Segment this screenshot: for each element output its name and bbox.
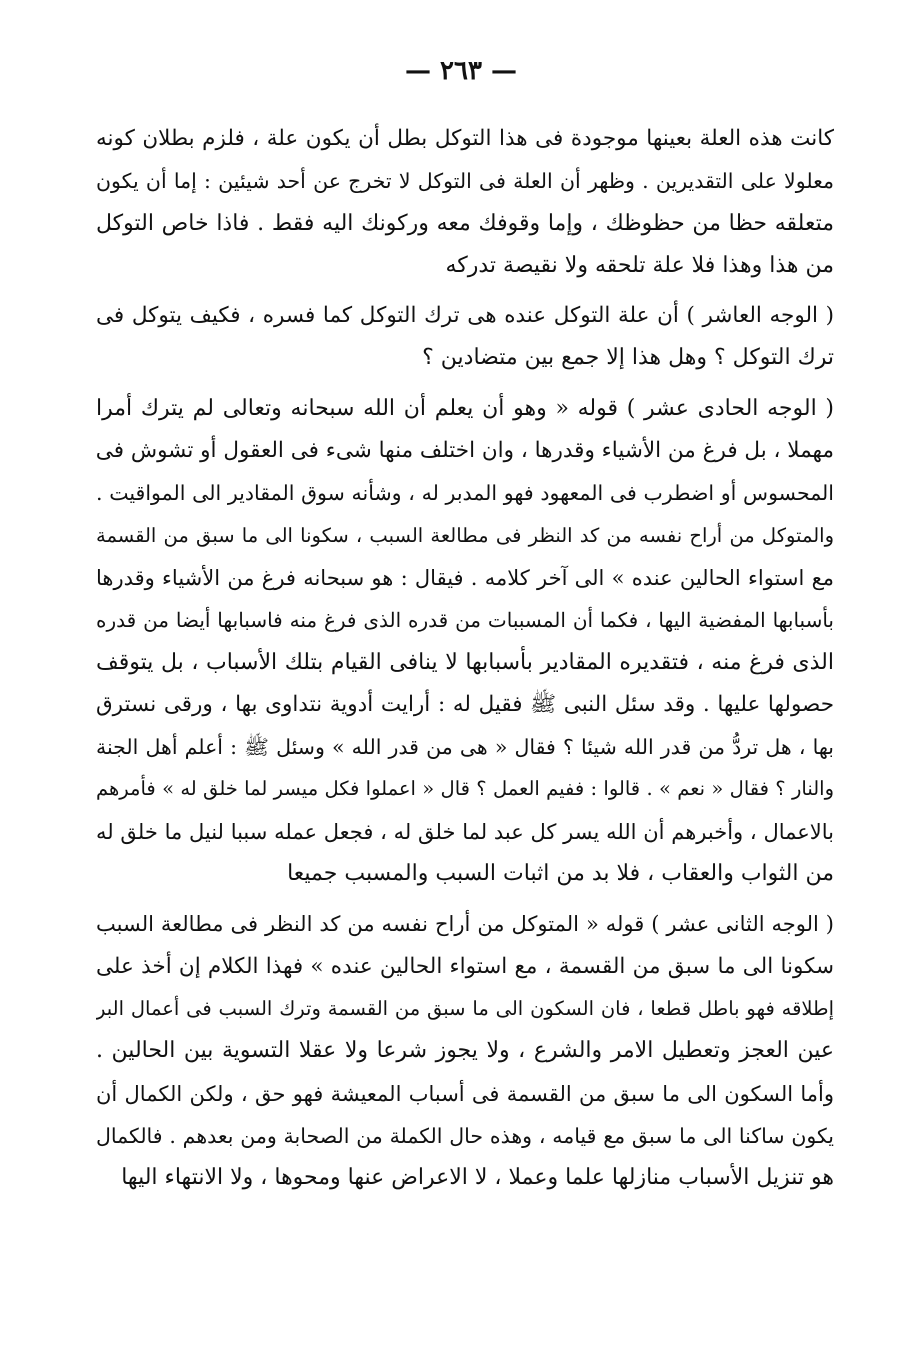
- text-line: هو تنزيل الأسباب منازلها علما وعملا ، لا الاعراض عنها ومحوها ، ولا الانتهاء اليها: [121, 1165, 834, 1191]
- text-line: ( الوجه الحادى عشر ) قوله « وهو أن يعلم أن الله سبحانه وتعالى لم يترك أمرا: [96, 395, 834, 421]
- text-line: من الثواب والعقاب ، فلا بد من اثبات السبب والمسبب جميعا: [287, 861, 834, 887]
- text-line: والمتوكل من أراح نفسه من كد النظر فى مطالعة السبب ، سكونا الى ما سبق من القسمة: [96, 523, 834, 547]
- body-text: [96, 118, 834, 1199]
- text-line: الذى فرغ منه ، فتقديره المقادير بأسبابها لا ينافى القيام بتلك الأسباب ، بل يتوقف: [96, 649, 834, 675]
- text-line: كانت هذه العلة بعينها موجودة فى هذا التوكل بطل أن يكون علة ، فلزم بطلان كونه: [96, 126, 834, 151]
- text-line: بها ، هل تردُّ من قدر الله شيئا ؟ فقال « هى من قدر الله » وسئل ﷺ : أعلم أهل الجنة: [96, 735, 834, 760]
- text-line: ( الوجه الثانى عشر ) قوله « المتوكل من أراح نفسه من كد النظر فى مطالعة السبب: [96, 912, 834, 937]
- text-line: من هذا وهذا فلا علة تلحقه ولا نقيصة تدركه: [445, 252, 834, 278]
- text-line: وأما السكون الى ما سبق من القسمة فى أسباب المعيشة فهو حق ، ولكن الكمال أن: [96, 1081, 834, 1106]
- text-line: والنار ؟ فقال « نعم » . قالوا : ففيم العمل ؟ قال « اعملوا فكل ميسر لما خلق له » فأمرهم: [96, 777, 834, 801]
- text-line: إطلاقه فهو باطل قطعا ، فان السكون الى ما سبق من القسمة وترك السبب فى أعمال البر: [96, 996, 834, 1020]
- text-line: ترك التوكل ؟ وهل هذا إلا جمع بين متضادين ؟: [422, 345, 834, 371]
- text-line: متعلقه حظا من حظوظك ، وإما وقوفك معه وركونك اليه فقط . فاذا خاص التوكل: [96, 210, 834, 236]
- text-line: يكون ساكنا الى ما سبق مع قيامه ، وهذه حال الكملة من الصحابة ومن بعدهم . فالكمال: [96, 1123, 834, 1148]
- text-line: حصولها عليها . وقد سئل النبى ﷺ فقيل له : أرايت أدوية نتداوى بها ، ورقى نسترق: [96, 691, 834, 717]
- text-line: المحسوس أو اضطرب فى المعهود فهو المدبر له ، وشأنه سوق المقادير الى المواقيت .: [96, 481, 834, 506]
- text-line: معلولا على التقديرين . وظهر أن العلة فى التوكل لا تخرج عن أحد شيئين : إما أن يكون: [96, 169, 834, 194]
- text-line: بأسبابها المفضية اليها ، فكما أن المسببات من قدره الذى فرغ منه فاسبابها أيضا من قدره: [96, 608, 834, 633]
- text-line: ( الوجه العاشر ) أن علة التوكل عنده هى ترك التوكل كما فسره ، فكيف يتوكل فى: [96, 303, 834, 329]
- text-line: سكونا الى ما سبق من القسمة ، مع استواء الحالين عنده » فهذا الكلام إن أخذ على: [96, 953, 834, 979]
- text-line: مع استواء الحالين عنده » الى آخر كلامه . فيقال : هو سبحانه فرغ من الأشياء وقدرها: [96, 565, 834, 590]
- text-line: عين العجز وتعطيل الامر والشرع ، ولا يجوز شرعا ولا عقلا التسوية بين الحالين .: [96, 1038, 834, 1064]
- page-number: — ٢٦٣ —: [404, 56, 518, 86]
- paragraph-3: [96, 388, 834, 896]
- paragraph-2: [96, 295, 834, 380]
- paragraph-1: [96, 118, 834, 287]
- text-line: مهملا ، بل فرغ من الأشياء وقدرها ، وان اختلف منها شىء فى العقول أو تشوش فى: [96, 438, 834, 464]
- text-line: بالاعمال ، وأخبرهم أن الله يسر كل عبد لما خلق له ، فجعل عمله سببا لنيل ما خلق له: [96, 819, 834, 844]
- paragraph-4: [96, 903, 834, 1199]
